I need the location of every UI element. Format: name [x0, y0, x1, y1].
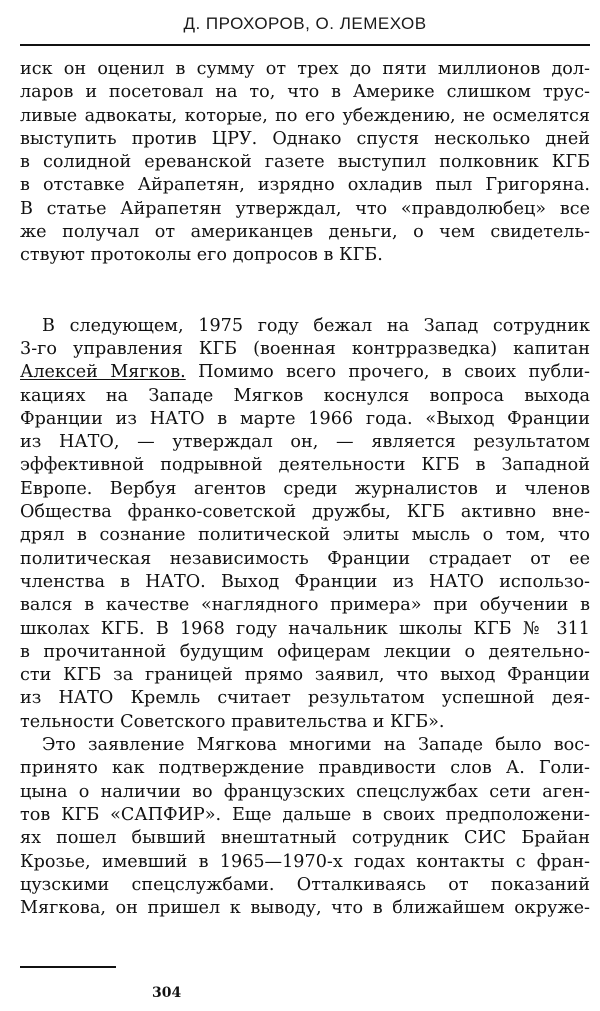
- text-line: сти КГБ за границей прямо заявил, что выход Франции: [20, 665, 590, 686]
- text-line: Мягкова, он пришел к выводу, что в ближайшем окруже-: [20, 898, 590, 919]
- text-line: Общества франко-советской дружбы, КГБ активно вне-: [20, 502, 590, 523]
- text-line: Франции из НАТО в марте 1966 года. «Выход Франции: [20, 408, 590, 429]
- text-line: цузскими спецслужбами. Отталкиваясь от показаний: [20, 874, 590, 895]
- text-line: из НАТО Кремль считает результатом успешной дея-: [20, 688, 590, 709]
- text-line: выступить против ЦРУ. Однако спустя несколько дней: [20, 128, 590, 149]
- text-line: эффективной подрывной деятельности КГБ в Западной: [20, 455, 590, 476]
- paragraph-3: [20, 734, 590, 920]
- running-head: Д. ПРОХОРОВ, О. ЛЕМЕХОВ: [183, 14, 427, 33]
- text-line: кациях на Западе Мягков коснулся вопроса выхода: [20, 385, 590, 406]
- text-line: дрял в сознание политической элиты мысль о том, что: [20, 525, 590, 546]
- text-line: Крозье, имевший в 1965—1970-х годах контакты с фран-: [20, 851, 590, 872]
- text-line: принято как подтверждение правдивости слов А. Голи-: [20, 758, 590, 779]
- text-line: школах КГБ. В 1968 году начальник школы КГБ № 311: [20, 618, 590, 639]
- text-line: ларов и посетовал на то, что в Америке слишком трус-: [20, 82, 590, 103]
- paragraph-1: [20, 58, 590, 268]
- text-line: же получал от американцев деньги, о чем свидетель-: [20, 222, 590, 243]
- text-line: 3-го управления КГБ (военная контрразведка) капитан: [20, 338, 590, 359]
- text-line: Это заявление Мягкова многими на Западе было вос-: [42, 735, 590, 756]
- text-line: в прочитанной будущим офицерам лекции о деятельно-: [20, 641, 590, 662]
- body-text: [20, 58, 590, 920]
- text-line: членства в НАТО. Выход Франции из НАТО использо-: [20, 571, 590, 592]
- text-line: вался в качестве «наглядного примера» при обучении в: [20, 595, 590, 616]
- text-line: ливые адвокаты, которые, по его убеждению, не осмелятся: [20, 105, 590, 126]
- text-line: в отставке Айрапетян, изрядно охладив пыл Григоряна.: [20, 175, 590, 196]
- text-line: В следующем, 1975 году бежал на Запад сотрудник: [42, 315, 590, 336]
- text-fragment: Помимо всего прочего, в своих публи-: [185, 362, 590, 383]
- text-line: ствуют протоколы его допросов в КГБ.: [20, 245, 383, 266]
- header-rule: [20, 44, 590, 46]
- page-number: 304: [152, 985, 182, 1001]
- text-line-with-name: [20, 361, 590, 384]
- text-line: тов КГБ «САПФИР». Еще дальше в своих предположени-: [20, 804, 590, 825]
- text-line: ях пошел бывший внештатный сотрудник СИС Брайан: [20, 828, 590, 849]
- text-line: В статье Айрапетян утверждал, что «правдолюбец» все: [20, 198, 590, 219]
- text-line: политическая независимость Франции страдает от ее: [20, 548, 590, 569]
- text-line: в солидной ереванской газете выступил полковник КГБ: [20, 152, 590, 173]
- underlined-name: Алексей Мягков.: [20, 362, 186, 383]
- paragraph-gap: [20, 268, 590, 315]
- paragraph-2: [20, 315, 590, 734]
- text-line: цына о наличии во французских спецслужбах сети аген-: [20, 781, 590, 802]
- text-line: иск он оценил в сумму от трех до пяти миллионов дол-: [20, 59, 590, 79]
- text-line: Европе. Вербуя агентов среди журналистов и членов: [20, 478, 590, 499]
- footer-rule: [20, 966, 116, 968]
- text-line: тельности Советского правительства и КГБ».: [20, 711, 445, 732]
- text-line: из НАТО, — утверждал он, — является результатом: [20, 432, 590, 453]
